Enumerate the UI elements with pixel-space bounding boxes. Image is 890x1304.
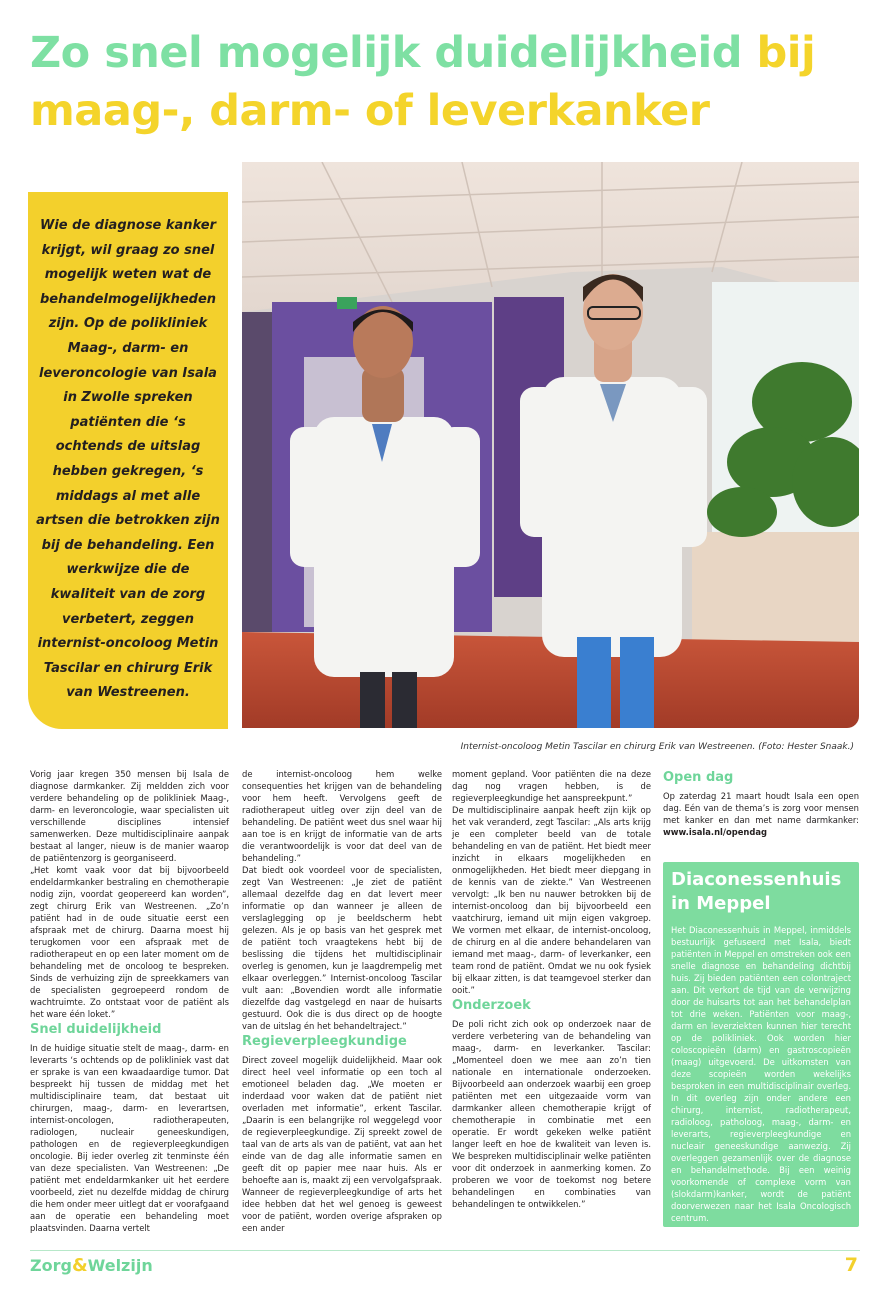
- photo-caption: Internist-oncoloog Metin Tascilar en chirurg Erik van Westreenen. (Foto: Hester Snaak.): [460, 742, 854, 752]
- brand-left: Zorg: [30, 1256, 72, 1275]
- sidebar-title: Diaconessenhuis in Meppel: [671, 869, 842, 914]
- column-1-paragraph: In de huidige situatie stelt de maag-, darm- en leverarts ‘s ochtends op de polikliniek vast dat er sprake is van een kwaadaardige tumor. Dat bespreekt hij tussen de middag met het multidisciplinaire team, dat bestaat uit chirurgen, maag-, darm- en leverartsen, internist-oncologen, radiotherapeuten, radiologen, nucleair geneeskundigen, pathologen en de regieverpleegkundigen oncologie. Bij ieder overleg zit tenminste één van deze specialisten. Van Westreenen: „De patiënt met endeldarmkanker uit het eerdere voorbeeld, ziet nu dezelfde middag de chirurg die hem onder meer uitlegt dat er voorafgaand aan de operatie een behandeling moet plaatsvinden. Daarna vertelt: [30, 1043, 229, 1233]
- open-day-heading: Open dag: [663, 770, 734, 785]
- column-4: [663, 768, 859, 838]
- headline: [30, 24, 865, 140]
- section-heading: Snel duidelijkheid: [30, 1022, 162, 1037]
- column-1-paragraph: „Het komt vaak voor dat bij bijvoorbeeld endeldarmkanker bestraling en chemotherapie nodig zijn, voordat geopereerd kan worden”, zegt chirurg Erik van Westreenen. „Zo’n patiënt had in de oude situatie eerst een afspraak met de chirurg. Daarna moest hij terugkomen voor een afspraak met de radiotherapeut en op een later moment om de behandeling met de oncoloog te bespreken. Sinds de verhuizing zijn de spreekkamers van de specialisten gegroepeerd rondom de wachtruimte. Zo ontstaat voor de patiënt als het ware één loket.”: [30, 865, 229, 1019]
- column-3-paragraph: De multidisciplinaire aanpak heeft zijn kijk op het vak veranderd, zegt Tascilar: „Als arts krijg je een completer beeld van de totale behandeling en van de patiënt. Het biedt meer inzicht in elkaars mogelijkheden en onmogelijkheden. Het biedt meer diepgang in de kennis van de ziekte.” Van Westreenen vervolgt: „Ik ben nu nauwer betrokken bij de internist-oncoloog dan bij bijvoorbeeld een vaatchirurg, iemand uit mijn eigen vakgroep. We vormen met elkaar, de internist-oncoloog, de chirurg en al die andere behandelaren van iemand met maag-, darm- of leverkanker, een team rond de patiënt. Omdat we nu ook fysiek bij elkaar zitten, is dat teamgevoel sterker dan ooit.”: [452, 805, 651, 995]
- column-2: [242, 768, 442, 1234]
- column-1: [30, 768, 229, 1234]
- brand-ampersand: &: [71, 1255, 88, 1276]
- headline-yellow-part: bij maag-, darm- of leverkanker: [30, 28, 816, 136]
- open-day-body: Op zaterdag 21 maart houdt Isala een open dag. Eén van de thema’s is zorg voor mensen met kanker en dan met name darmkanker:: [663, 791, 859, 825]
- page-number: 7: [844, 1254, 858, 1276]
- column-2-paragraph: Dat biedt ook voordeel voor de specialisten, zegt Van Westreenen: „Je ziet de patiënt allemaal dezelfde dag en dat levert meer informatie op dan wanneer je alleen de verslaglegging op je beeldscherm hebt gelezen. Als je op basis van het gesprek met de patiënt toch vraagtekens hebt bij de beslissing die tijdens het multidisciplinair overleg is genomen, kun je laagdrempelig met elkaar overleggen.” Internist-oncoloog Tascilar vult aan: „Bovendien wordt alle informatie diezelfde dag vastgelegd en naar de huisarts gestuurd. Ook die is dus direct op de hoogte van de uitslag én het behandeltraject.”: [242, 865, 442, 1031]
- column-3-paragraph: De poli richt zich ook op onderzoek naar de verdere verbetering van de behandeling van maag-, darm- en leverkanker. Tascilar: „Momenteel doen we mee aan zo’n tien nationale en internationale onderzoeken. Bijvoorbeeld aan onderzoek waarbij een groep patiënten met een uitgezaaide vorm van darmkanker alleen chemotherapie krijgt of chemotherapie in combinatie met een operatie. Er wordt gekeken welke patiënt langer leeft en hoe de kwaliteit van leven is. We bespreken multidisciplinair welke patiënten voor dit onderzoek in aanmerking komen. Zo proberen we voor de toekomst nog betere behandelingen en combinaties van behandelingen te ontwikkelen.”: [452, 1019, 651, 1209]
- intro-text: Wie de diagnose kanker krijgt, wil graag zo snel mogelijk weten wat de behandelmogelijkheden zijn. Op de polikliniek Maag-, darm- en leveroncologie van Isala in Zwolle spreken patiënten die ‘s ochtends de uitslag hebben gekregen, ‘s middags al met alle artsen die betrokken zijn bij de behandeling. Een werkwijze die de kwaliteit van de zorg verbetert, zeggen internist-oncoloog Metin Tascilar en chirurg Erik van Westreenen.: [36, 218, 220, 701]
- sidebar-box: [663, 862, 859, 1227]
- column-3: [452, 768, 651, 1210]
- brand-logo: [30, 1255, 153, 1276]
- column-2-paragraph: de internist-oncoloog hem welke consequenties het krijgen van de behandeling voor hem heeft. Vervolgens geeft de radiotherapeut uitleg over zijn deel van de behandeling. De patiënt weet dus snel waar hij aan toe is en krijgt de informatie van de arts die verantwoordelijk is voor dat deel van de behandeling.”: [242, 769, 442, 863]
- column-3-paragraph: moment gepland. Voor patiënten die na deze dag nog vragen hebben, is de regieverpleegkundige het aanspreekpunt.”: [452, 769, 651, 803]
- section-heading: Regieverpleegkundige: [242, 1034, 407, 1049]
- doctors-photo: [242, 162, 859, 728]
- headline-green-part: Zo snel mogelijk duidelijkheid: [30, 28, 757, 78]
- open-day-text: [663, 790, 859, 838]
- sidebar-text: Het Diaconessenhuis in Meppel, inmiddels bestuurlijk gefuseerd met Isala, biedt patiënten in Meppel en omstreken ook een snelle diagnose en behandeling dichtbij huis. Zij bieden patiënten een colontraject aan. Dit verkort de tijd van de verwijzing door de huisarts tot aan het behandelplan tot drie weken. Patiënten voor maag-, darm en leverziekten kunnen hier terecht op de polikliniek. Ook worden hier coloscopieën (darm) en gastroscopieën (maag) uitgevoerd. De uitkomsten van deze scopieën worden wekelijks besproken in een multidisciplinair overleg. In dit overleg zijn onder andere een chirurg, internist, radiotherapeut, radioloog, patholoog, maag-, darm- en leverarts, regieverpleegkundige en nucleair geneeskundige aanwezig. Zij overleggen gezamenlijk over de diagnose en behandelmethode. Bij een weinig voorkomende of complexe vorm van (slokdarm)kanker, wordt de patiënt doorverwezen naar het Isala Oncologisch centrum.: [671, 925, 851, 1223]
- footer-divider: [30, 1250, 860, 1251]
- column-1-paragraph: Vorig jaar kregen 350 mensen bij Isala de diagnose darmkanker. Zij meldden zich voor verdere behandeling op de polikliniek Maag-, darm- en leveroncologie, waar specialisten uit verschillende disciplines intensief samenwerken. Deze multidisciplinaire aanpak bestaat al langer, nieuw is de manier waarop de patiëntenzorg is georganiseerd.: [30, 769, 229, 863]
- brand-right: Welzijn: [87, 1256, 153, 1275]
- column-2-paragraph: Direct zoveel mogelijk duidelijkheid. Maar ook direct heel veel informatie op een toch al emotioneel beladen dag. „We moeten er inderdaad voor waken dat de patiënt niet overladen met informatie”, erkent Tascilar. „Daarin is een belangrijke rol weggelegd voor de regieverpleegkundige. Zij spreekt zowel de taal van de arts als van de patiënt, vat aan het einde van de dag alle informatie samen en geeft dit op papier mee naar huis. Als er behoefte aan is, maakt zij een vervolgafspraak. Wanneer de regieverpleegkundige of arts het idee hebben dat het wel genoeg is geweest voor de patiënt, worden overige afspraken op een ander: [242, 1055, 442, 1233]
- open-day-link[interactable]: www.isala.nl/opendag: [663, 827, 767, 837]
- intro-box: [28, 192, 228, 729]
- section-heading: Onderzoek: [452, 998, 531, 1013]
